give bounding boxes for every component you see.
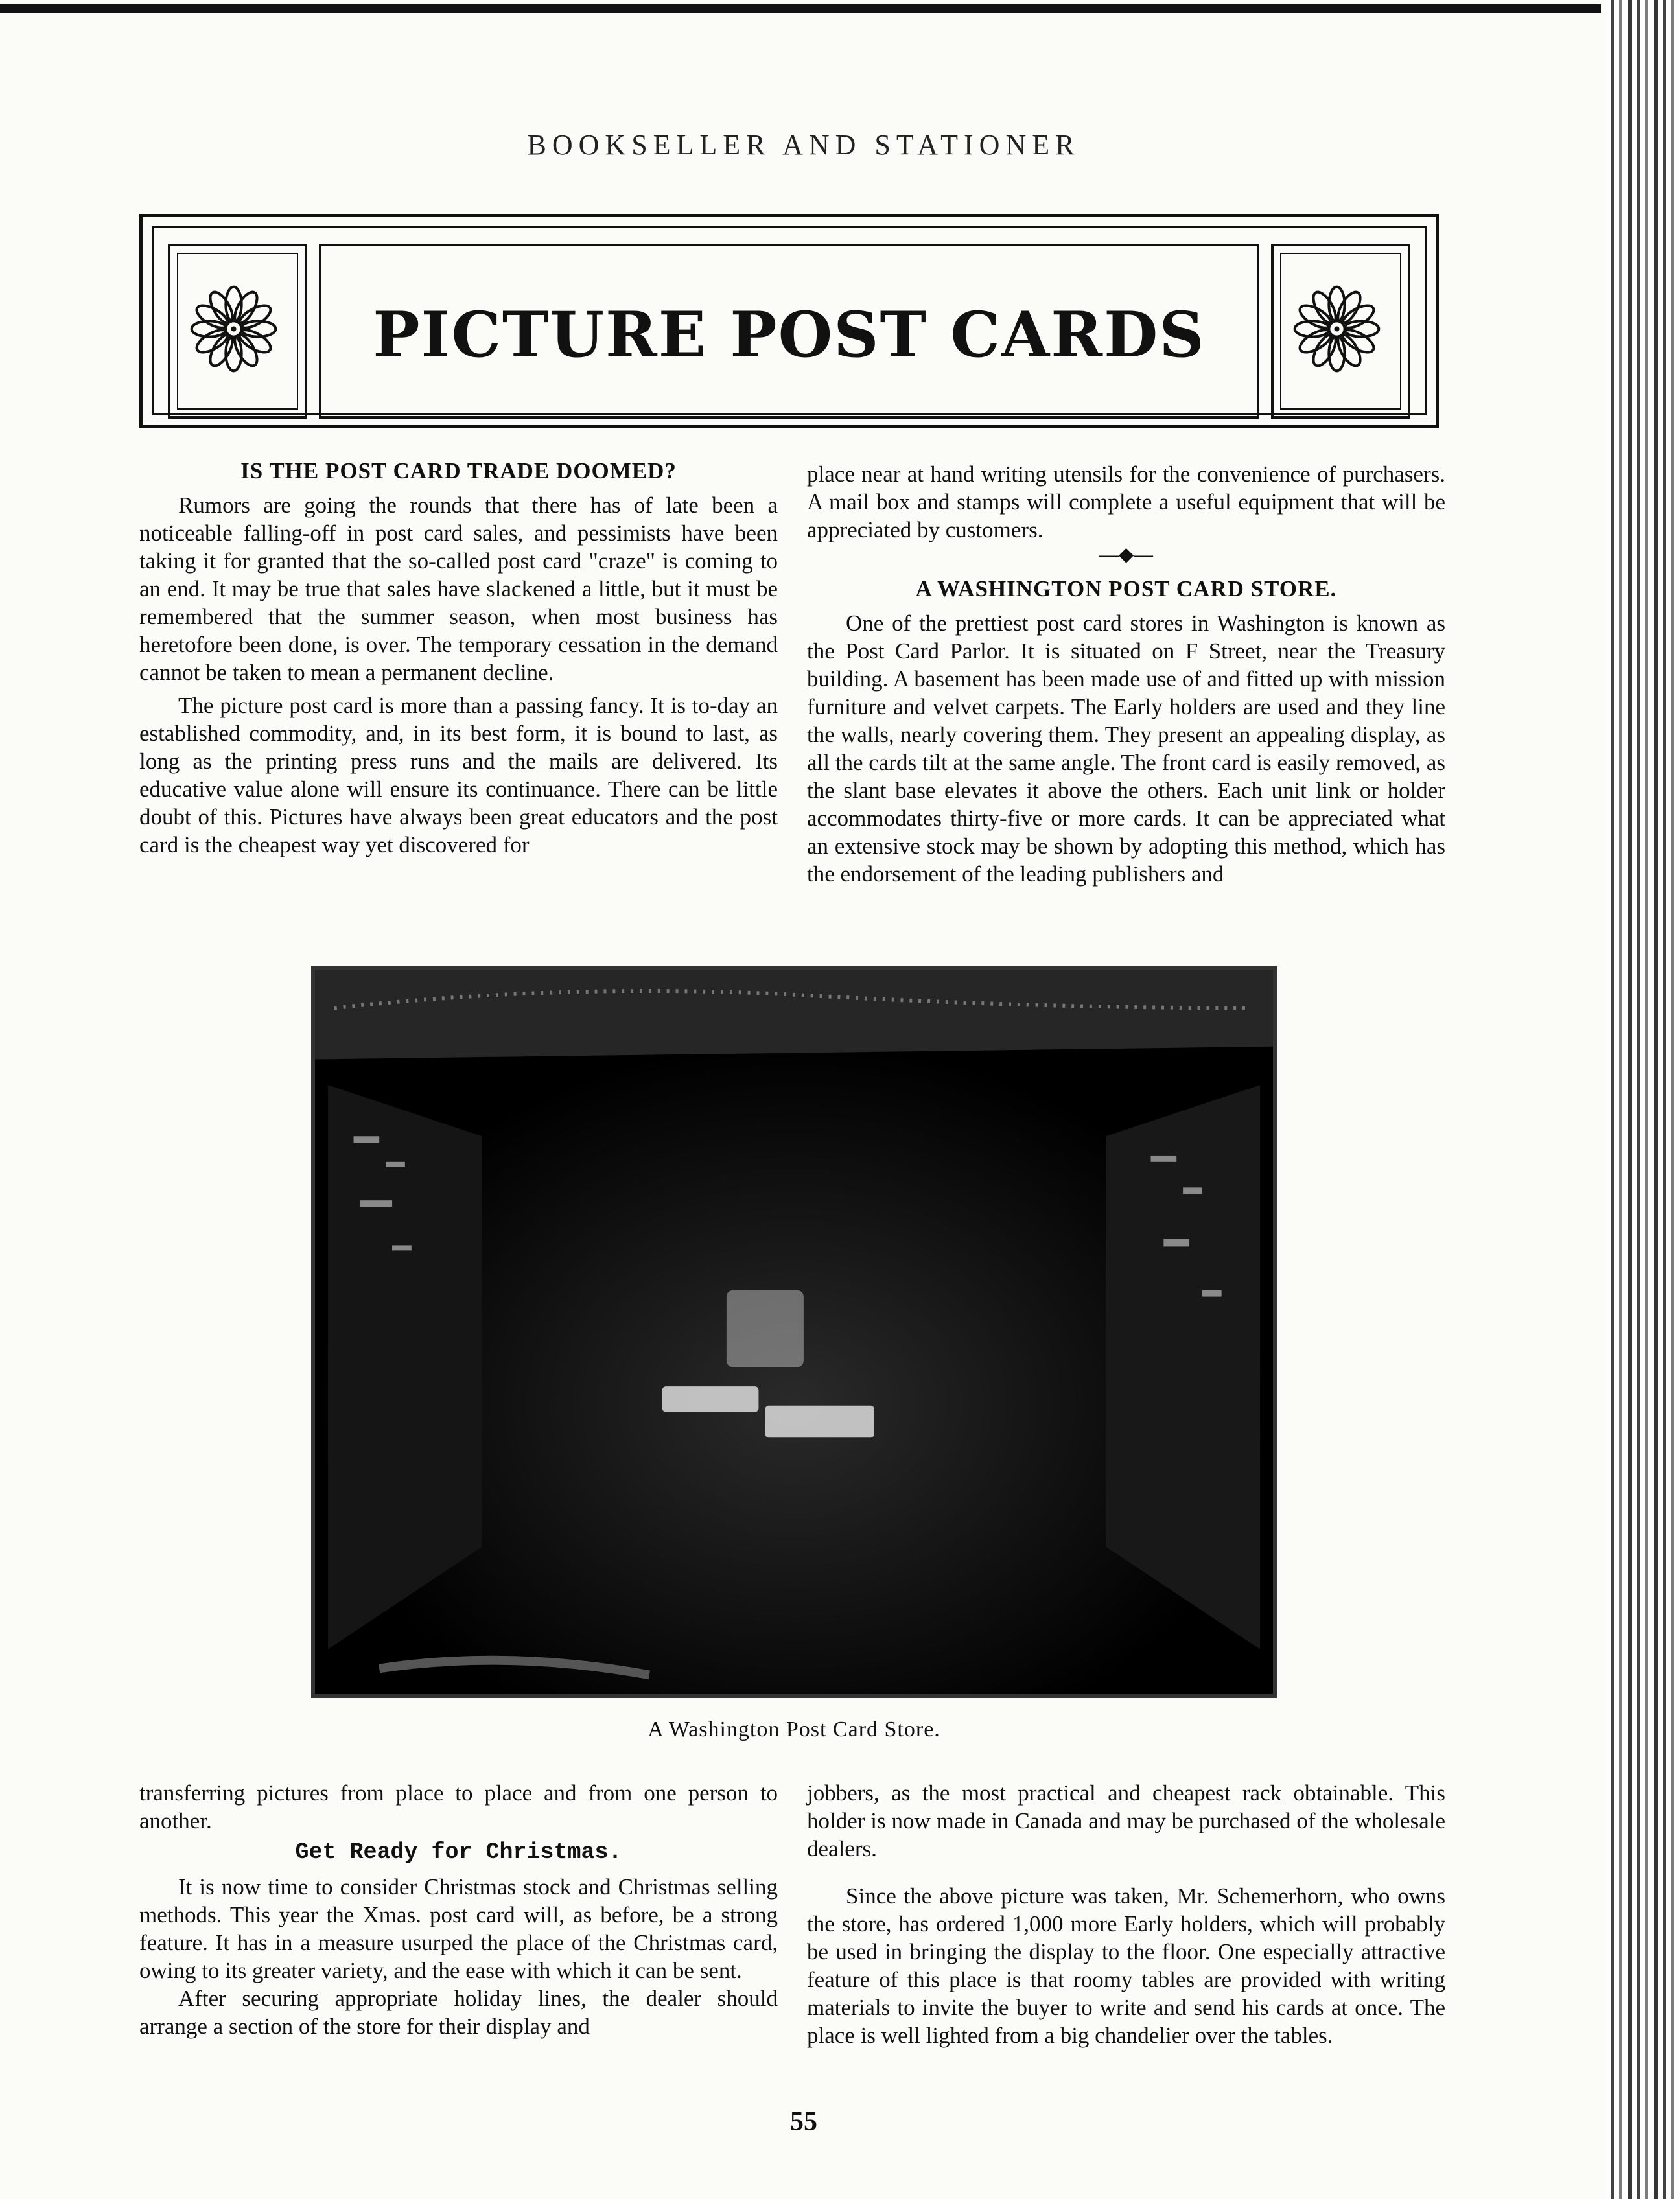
article-heading: A WASHINGTON POST CARD STORE. xyxy=(915,576,1337,601)
article-subheading: Get Ready for Christmas. xyxy=(295,1839,622,1865)
title-banner xyxy=(139,214,1439,428)
paragraph: Since the above picture was taken, Mr. Schemerhorn, who owns the store, has ordered 1,000 more Early holders, which will probably be used in bringing the display to the floor. One especially attractive feature of this place is that roomy tables are provided with writing materials to invite the buyer to write and send his cards at once. The place is well lighted from a big chandelier over the tables. xyxy=(807,1883,1445,2048)
paragraph: place near at hand writing utensils for the convenience of purchasers. A mail box and stamps will complete a useful equipment that will be appreciated by customers. xyxy=(807,461,1445,542)
page-number: 55 xyxy=(790,2107,817,2137)
store-photograph xyxy=(311,966,1277,1698)
article-column-left-bottom xyxy=(139,1779,778,2040)
paragraph: One of the prettiest post card stores in Washington is known as the Post Card Parlor. It is situated on F Street, near the Treasury building. A basement has been made use of and fitted up with mission furniture and velvet carpets. The Early holders are used and they line the walls, nearly covering them. They present an appealing display, as all the cards tilt at the same angle. The front card is easily removed, as the slant base elevates it above the others. Each unit link or holder accommodates thirty-five or more cards. It can be appreciated what an extensive stock may be shown by adopting this method, which has the endorsement of the leading publishers and xyxy=(807,611,1445,887)
paragraph: The picture post card is more than a passing fancy. It is to-day an established commodity, and, in its best form, it is bound to last, as long as the printing press runs and the mails are delivered. Its educative value alone will ensure its continuance. There can be little doubt of this. Pictures have always been great educators and the post card is the cheapest way yet discovered for xyxy=(139,693,778,857)
photo-caption: A Washington Post Card Store. xyxy=(648,1717,940,1741)
paragraph: Rumors are going the rounds that there has of late been a noticeable falling-off in post card sales, and pessimists have been taking it for granted that the so-called post card "craze" is coming to an end. It may be true that sales have slackened a little, but it must be remembered that the summer season, when most business has heretofore been done, is over. The temporary cessation in the demand cannot be taken to mean a permanent decline. xyxy=(139,493,778,685)
photo-illustration xyxy=(315,970,1273,1694)
paragraph: It is now time to consider Christmas stock and Christmas selling methods. This year the Xmas. post card will, as before, be a strong feature. It has in a measure usurped the place of the Christmas card, owing to its greater variety, and the ease with which it can be sent. xyxy=(139,1874,778,1983)
article-column-right-bottom xyxy=(807,1779,1445,2049)
article-heading: IS THE POST CARD TRADE DOOMED? xyxy=(240,458,677,483)
title-box xyxy=(319,244,1259,419)
article-column-right-top xyxy=(807,460,1445,888)
left-ornament-box xyxy=(168,244,307,419)
article-column-left-top xyxy=(139,457,778,859)
right-ornament-box xyxy=(1271,244,1410,419)
scan-edge xyxy=(1606,0,1680,2199)
paragraph: jobbers, as the most practical and cheapest rack obtainable. This holder is now made in Canada and may be purchased of the wholesale dealers. xyxy=(807,1780,1445,1861)
page-title: PICTURE POST CARDS xyxy=(373,298,1206,371)
top-rule xyxy=(0,4,1601,13)
daisy-icon xyxy=(190,285,277,373)
daisy-icon xyxy=(1293,285,1381,373)
paragraph: After securing appropriate holiday lines, the dealer should arrange a section of the store for their display and xyxy=(139,1986,778,2039)
section-ornament: —◆— xyxy=(1099,544,1154,565)
paragraph: transferring pictures from place to place and from one person to another. xyxy=(139,1780,778,1833)
running-head: BOOKSELLER AND STATIONER xyxy=(527,129,1080,161)
